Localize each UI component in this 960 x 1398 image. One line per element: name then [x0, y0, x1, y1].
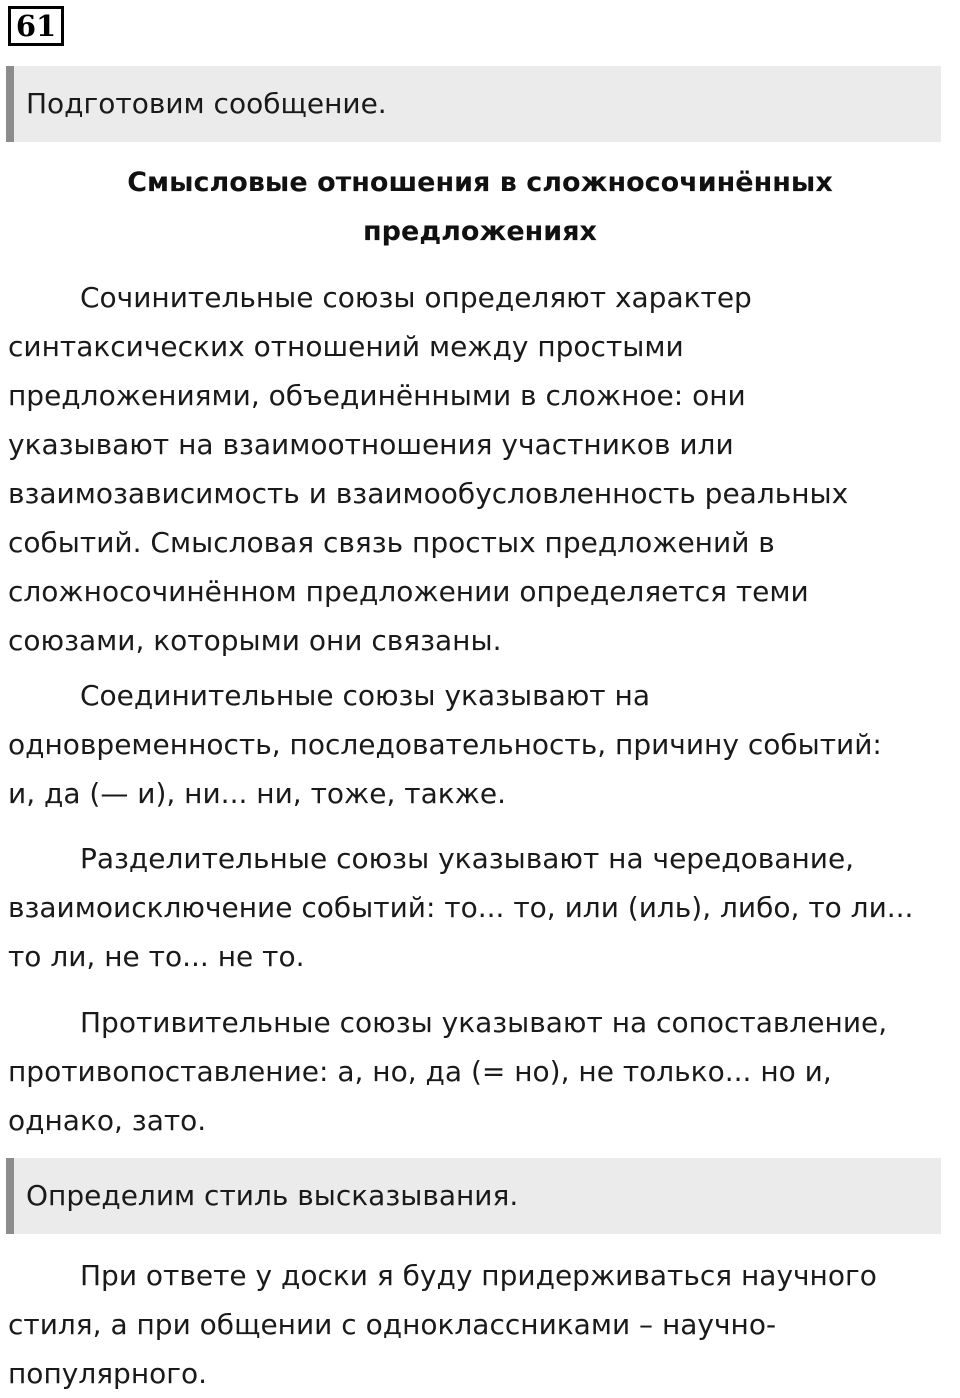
heading-line-1: Смысловые отношения в сложносочинённых	[127, 167, 833, 198]
paragraph-disjunctive-conjunctions	[8, 834, 952, 981]
task-instruction-1: Подготовим сообщение.	[6, 66, 941, 142]
text-line: Противительные союзы указывают на сопоставление,	[80, 1006, 888, 1039]
paragraph-connective-conjunctions	[8, 671, 952, 818]
text-line: взаимозависимость и взаимообусловленность реальных	[8, 477, 849, 510]
text-line: При ответе у доски я буду придерживаться научного	[80, 1259, 877, 1292]
text-line: предложениями, объединёнными в сложное: они	[8, 379, 746, 412]
text-line: взаимоисключение событий: то... то, или (иль), либо, то ли...	[8, 891, 914, 924]
text-line: и, да (— и), ни... ни, тоже, также.	[8, 777, 506, 810]
text-line: синтаксических отношений между простыми	[8, 330, 684, 363]
paragraph-style-answer	[8, 1251, 952, 1398]
text-line: указывают на взаимоотношения участников или	[8, 428, 734, 461]
heading-line-2: предложениях	[363, 216, 597, 247]
text-line: Сочинительные союзы определяют характер	[80, 281, 752, 314]
text-line: Соединительные союзы указывают на	[80, 679, 650, 712]
text-line: то ли, не то... не то.	[8, 940, 305, 973]
task-instruction-2: Определим стиль высказывания.	[6, 1158, 941, 1234]
text-line: однако, зато.	[8, 1104, 207, 1137]
text-line: популярного.	[8, 1357, 208, 1390]
text-line: одновременность, последовательность, причину событий:	[8, 728, 882, 761]
text-line: противопоставление: а, но, да (= но), не только... но и,	[8, 1055, 832, 1088]
text-line: событий. Смысловая связь простых предложений в	[8, 526, 775, 559]
text-line: стиля, а при общении с одноклассниками – научно-	[8, 1308, 777, 1341]
text-line: Разделительные союзы указывают на чередование,	[80, 842, 855, 875]
text-line: союзами, которыми они связаны.	[8, 624, 502, 657]
task-number-box: 61	[8, 6, 64, 46]
paragraph-adversative-conjunctions	[8, 998, 952, 1145]
section-heading	[0, 158, 960, 256]
text-line: сложносочинённом предложении определяется теми	[8, 575, 809, 608]
paragraph-coordinating-conjunctions	[8, 273, 952, 665]
